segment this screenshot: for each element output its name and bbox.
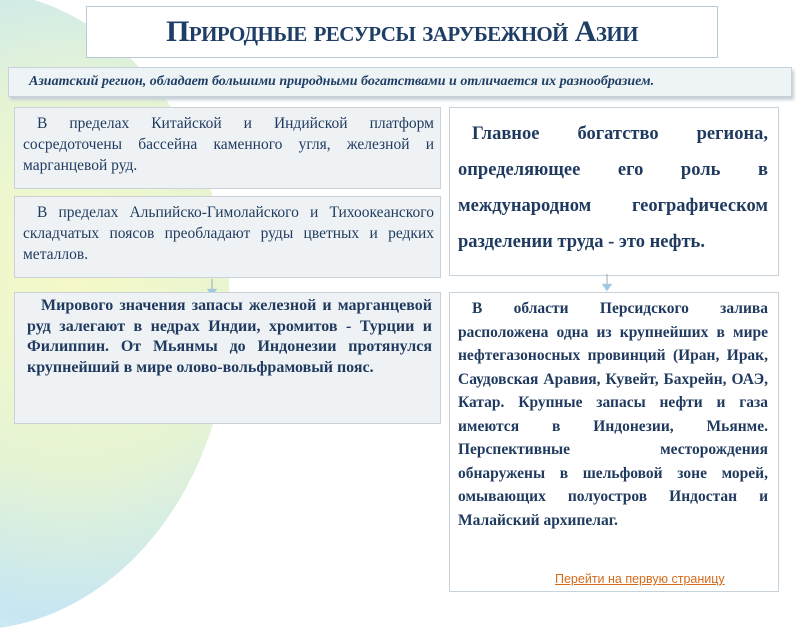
intro-banner: Азиатский регион, обладает большими природными богатствами и отличается их разнообразием. bbox=[8, 67, 792, 97]
coal-iron-ore-box: В пределах Китайской и Индийской платформ сосредоточены бассейна каменного угля, железной и марганцевой руд. bbox=[14, 107, 441, 189]
world-reserves-box: Мирового значения запасы железной и марганцевой руд залегают в недрах Индии, хромитов - Турции и Филиппин. От Мьянмы до Индонезии протянулся крупнейший в мире олово-вольфрамовый пояс. bbox=[14, 292, 441, 424]
page-title: Природные ресурсы зарубежной Азии bbox=[166, 15, 638, 48]
metals-belts-box: В пределах Альпийско-Гимолайского и Тихоокеанского складчатых поясов преобладают руды цветных и редких металлов. bbox=[14, 196, 441, 278]
first-page-link[interactable]: Перейти на первую страницу bbox=[555, 572, 725, 586]
down-arrow-icon bbox=[602, 274, 612, 292]
persian-gulf-box: В области Персидского залива расположена одна из крупнейших в мире нефтегазоносных провинций (Иран, Ирак, Саудовская Аравия, Кувейт, Бахрейн, ОАЭ, Катар. Крупные запасы нефти и газа имеются в Индонезии, Мьянме. Перспективные месторождения обнаружены в шельфовой зоне морей, омывающих полуостров Индостан и Малайский архипелаг. bbox=[449, 292, 779, 592]
oil-main-wealth-box: Главное богатство региона, определяющее его роль в международном географическом разделении труда - это нефть. bbox=[449, 107, 779, 276]
